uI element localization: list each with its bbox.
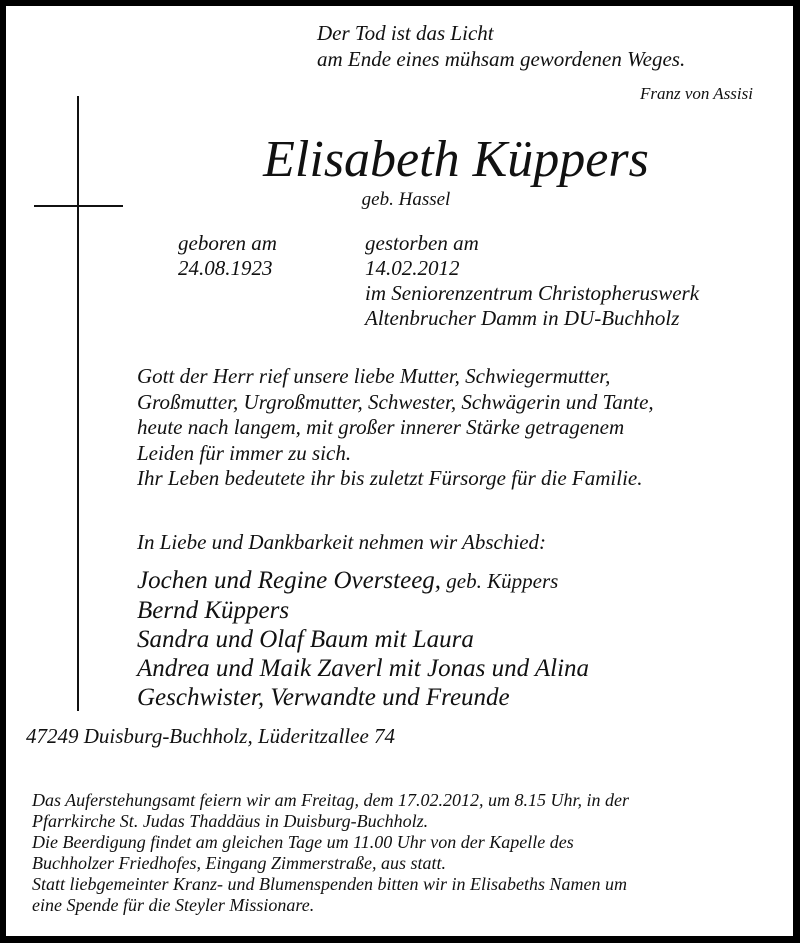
- born-date: 24.08.1923: [178, 256, 273, 280]
- maiden-name: geb. Hassel: [361, 189, 451, 210]
- mourner-name: Andrea und Maik Zaverl mit Jonas und Alina: [137, 655, 590, 682]
- family-address: 47249 Duisburg-Buchholz, Lüderitzallee 74: [26, 724, 396, 748]
- died-place-line: Altenbrucher Damm in DU-Buchholz: [365, 306, 680, 330]
- service-line: eine Spende für die Steyler Missionare.: [32, 895, 315, 915]
- service-details: [32, 790, 629, 916]
- farewell-line: In Liebe und Dankbarkeit nehmen wir Abschied:: [137, 530, 547, 554]
- announcement-line: Gott der Herr rief unsere liebe Mutter, Schwiegermutter,: [137, 364, 611, 388]
- service-line: Die Beerdigung findet am gleichen Tage um 11.00 Uhr von der Kapelle des: [32, 832, 574, 852]
- died-date: 14.02.2012: [365, 256, 460, 280]
- died-place-line: im Seniorenzentrum Christopheruswerk: [365, 281, 700, 305]
- announcement-line: Großmutter, Urgroßmutter, Schwester, Schwägerin und Tante,: [137, 389, 654, 414]
- mourner-item: [137, 596, 589, 625]
- mourner-suffix: geb. Küppers: [441, 569, 559, 593]
- quote-line: am Ende eines mühsam gewordenen Weges.: [317, 47, 686, 71]
- quote-line: Der Tod ist das Licht: [317, 21, 494, 45]
- quote-author: Franz von Assisi: [639, 84, 753, 103]
- mourner-item: [137, 654, 589, 683]
- announcement-line: Leiden für immer zu sich.: [137, 440, 352, 465]
- mourner-name: Jochen und Regine Oversteeg,: [137, 567, 442, 594]
- service-line: Pfarrkirche St. Judas Thaddäus in Duisburg-Buchholz.: [32, 811, 429, 831]
- born-label: geboren am: [178, 231, 277, 255]
- obituary-notice: [6, 6, 793, 936]
- birth-info: [178, 231, 277, 281]
- epigraph-quote: [317, 20, 685, 72]
- service-line: Buchholzer Friedhofes, Eingang Zimmerstraße, aus statt.: [32, 853, 446, 873]
- death-info: [365, 231, 699, 331]
- mourner-name: Sandra und Olaf Baum mit Laura: [137, 626, 474, 653]
- announcement-line: Ihr Leben bedeutete ihr bis zuletzt Fürsorge für die Familie.: [137, 466, 643, 490]
- mourner-item: [137, 683, 589, 712]
- mourner-item: [137, 566, 589, 596]
- announcement-line: heute nach langem, mit großer innerer Stärke getragenem: [137, 415, 625, 439]
- announcement-text: [137, 364, 654, 492]
- mourner-name: Geschwister, Verwandte und Freunde: [137, 684, 510, 711]
- deceased-name: Elisabeth Küppers: [263, 131, 649, 188]
- mourner-item: [137, 625, 589, 654]
- died-label: gestorben am: [365, 231, 479, 255]
- service-line: Statt liebgemeinter Kranz- und Blumenspenden bitten wir in Elisabeths Namen um: [32, 874, 627, 894]
- mourner-name: Bernd Küppers: [137, 597, 290, 624]
- service-line: Das Auferstehungsamt feiern wir am Freitag, dem 17.02.2012, um 8.15 Uhr, in der: [32, 790, 629, 810]
- mourners-list: [137, 566, 589, 712]
